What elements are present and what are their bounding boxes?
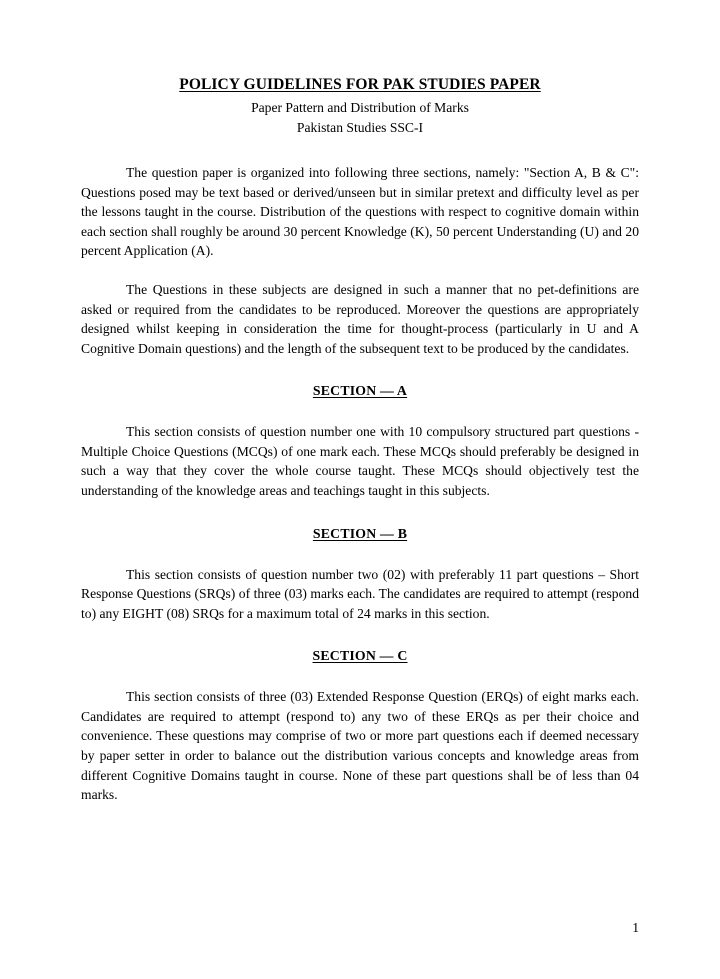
spacer xyxy=(81,665,639,687)
page-title-text: POLICY GUIDELINES FOR PAK STUDIES PAPER xyxy=(179,76,541,93)
spacer xyxy=(81,501,639,525)
section-heading-a xyxy=(81,382,639,400)
document-subtitle-line-2: Pakistan Studies SSC-I xyxy=(296,119,424,135)
section-heading-a-text: SECTION — A xyxy=(312,383,408,399)
intro-paragraph-1: The question paper is organized into following three sections, namely: "Section A, B & C": Questions posed may be text based or derived/unseen but in similar pretext and difficulty level as per the lessons taught in the course. Distribution of the questions with respect to cognitive domain within each section shall roughly be around 30 percent Knowledge (K), 50 percent Understanding (U) and 20 percent Application (A). xyxy=(81,164,639,259)
spacer xyxy=(81,543,639,565)
section-b-body: This section consists of question number two (02) with preferably 11 part questions – Short Response Questions (SRQs) of three (03) marks each. The candidates are required to attempt (respond to) any EIGHT (08) SRQs for a maximum total of 24 marks in this section. xyxy=(81,566,639,621)
section-heading-b-text: SECTION — B xyxy=(312,525,408,541)
spacer xyxy=(81,358,639,382)
section-c-body: This section consists of three (03) Extended Response Question (ERQs) of eight marks each. Candidates are required to attempt (respond to) any two of these ERQs as per their choice and convenience. These questions may comprise of two or more part questions each if deemed necessary by paper setter in order to balance out the distribution various concepts and knowledge areas from different Cognitive Domains taught in course. None of these part questions shall be of less than 04 marks. xyxy=(81,689,639,803)
spacer xyxy=(81,137,639,163)
section-heading-c xyxy=(81,647,639,665)
page-title xyxy=(81,75,639,94)
page-number: 1 xyxy=(632,920,639,936)
section-heading-b xyxy=(81,525,639,543)
section-a-body: This section consists of question number one with 10 compulsory structured part questions - Multiple Choice Questions (MCQs) of one mark each. These MCQs should preferably be designed in such a way that they cover the whole course taught. These MCQs should objectively test the understanding of the knowledge areas and teachings taught in this subjects. xyxy=(81,424,639,499)
document-body xyxy=(81,75,639,805)
spacer xyxy=(81,623,639,647)
spacer xyxy=(81,400,639,422)
intro-paragraph-2: The Questions in these subjects are designed in such a manner that no pet-definitions are asked or required from the candidates to be reproduced. Moreover the questions are appropriately designed whilst keeping in consideration the time for thought-process (particularly in U and A Cognitive Domain questions) and the length of the subsequent text to be produced by the candidates. xyxy=(81,281,639,356)
spacer xyxy=(81,261,639,280)
document-subtitle-line-1: Paper Pattern and Distribution of Marks xyxy=(251,100,469,116)
section-heading-c-text: SECTION — C xyxy=(312,648,408,664)
